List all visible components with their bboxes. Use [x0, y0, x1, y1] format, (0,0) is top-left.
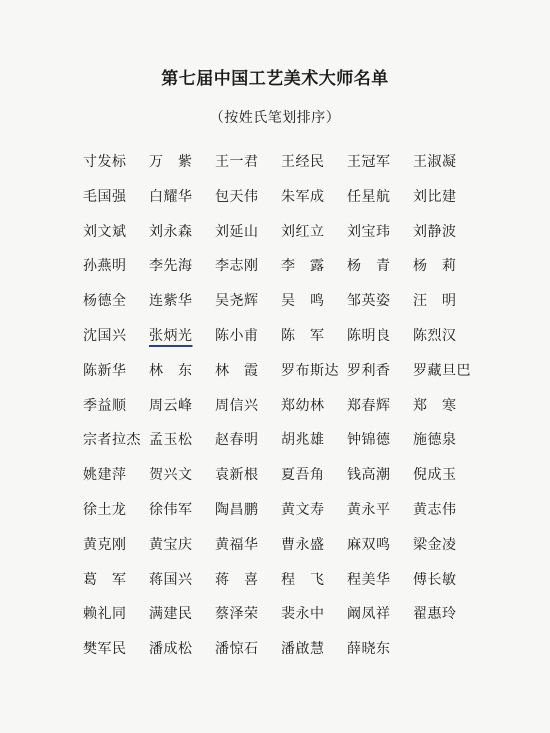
- list-item: 包天伟: [215, 188, 259, 205]
- list-item: 王经民: [281, 154, 325, 170]
- list-item: 钟锦德: [347, 432, 391, 449]
- page-subtitle: （按姓氏笔划排序）: [209, 110, 341, 126]
- list-item: 徐土龙: [83, 501, 127, 518]
- list-item: 蔡泽荣: [215, 606, 259, 623]
- list-item: 刘红立: [281, 223, 325, 240]
- list-item: 裴永中: [281, 606, 325, 623]
- list-item: 陈小甫: [215, 327, 259, 344]
- list-item: 吴尧辉: [215, 293, 259, 310]
- list-item: 黄福华: [215, 536, 259, 553]
- list-item: 刘永森: [149, 223, 193, 240]
- list-item: 满建民: [149, 606, 193, 623]
- list-item: 刘文斌: [83, 223, 127, 240]
- list-item: 宗者拉杰: [83, 432, 141, 449]
- list-item: 蒋 喜: [215, 571, 259, 588]
- list-item: 罗布斯达: [281, 362, 339, 379]
- list-item: 刘比建: [413, 188, 457, 205]
- list-item: 梁金凌: [413, 536, 457, 553]
- list-item: 徐伟军: [149, 501, 193, 518]
- list-item: 连紫华: [149, 293, 193, 310]
- list-item: 傅长敏: [413, 571, 457, 588]
- list-item: 薛晓东: [347, 641, 391, 658]
- list-item: 袁新根: [215, 467, 259, 484]
- list-item: 胡兆雄: [281, 432, 325, 449]
- list-item: 阚凤祥: [347, 606, 391, 623]
- list-item: 曹永盛: [281, 536, 325, 553]
- list-item: 姚建萍: [83, 467, 127, 484]
- list-item: 陈 军: [281, 327, 325, 344]
- list-item: 潘惊石: [215, 641, 259, 658]
- name-list: [83, 150, 479, 672]
- list-item: 夏吾角: [281, 467, 325, 484]
- list-item: 罗利香: [347, 362, 391, 379]
- list-item: 贺兴文: [149, 467, 193, 484]
- list-item: 林 东: [149, 362, 193, 379]
- list-item: 林 霞: [215, 362, 259, 379]
- list-item: 白耀华: [149, 188, 193, 205]
- list-item: 刘延山: [215, 223, 259, 240]
- list-item: 刘静波: [413, 223, 457, 240]
- list-item: 刘宝玮: [347, 223, 391, 240]
- list-item: 杨 莉: [413, 258, 457, 275]
- list-item: 孙燕明: [83, 258, 127, 275]
- list-item: 吴 鸣: [281, 293, 325, 310]
- list-item: 周信兴: [215, 397, 259, 414]
- list-item: 黄志伟: [413, 501, 457, 518]
- list-item: 郑 寒: [413, 397, 457, 414]
- list-item: 朱军成: [281, 188, 325, 205]
- list-item: 周云峰: [149, 397, 193, 414]
- list-item: 寸发标: [83, 154, 127, 170]
- list-item: 李 露: [281, 258, 325, 275]
- list-item: 陈烈汉: [413, 327, 457, 344]
- list-item: 黄克刚: [83, 536, 127, 553]
- list-item: 李先海: [149, 258, 193, 275]
- list-item: 翟惠玲: [413, 606, 457, 623]
- list-item: 万 紫: [149, 154, 193, 170]
- list-item: 任星航: [347, 188, 391, 205]
- page-title: 第七届中国工艺美术大师名单: [161, 69, 389, 89]
- list-item: 罗藏旦巴: [413, 362, 471, 379]
- list-item: 汪 明: [413, 293, 457, 310]
- list-item: 樊军民: [83, 641, 127, 658]
- list-item: 倪成玉: [413, 467, 457, 484]
- list-item: 麻双鸣: [347, 536, 391, 553]
- list-item: 郑春辉: [347, 397, 391, 414]
- list-item: 季益顺: [83, 397, 127, 414]
- list-item: 陶昌鹏: [215, 501, 259, 518]
- list-item: 程 飞: [281, 571, 325, 588]
- list-item: 陈明良: [347, 327, 391, 344]
- list-item: 黄永平: [347, 501, 391, 518]
- list-item: 邹英姿: [347, 293, 391, 310]
- list-item: 王一君: [215, 154, 259, 170]
- list-item: 王淑凝: [413, 154, 457, 170]
- list-item: 赵春明: [215, 432, 259, 449]
- list-item: 毛国强: [83, 188, 127, 205]
- list-item: 李志刚: [215, 258, 259, 275]
- list-item: 葛 军: [83, 571, 127, 588]
- list-item: 黄文寿: [281, 501, 325, 518]
- list-item: 赖礼同: [83, 606, 127, 623]
- list-item: 蒋国兴: [149, 571, 193, 588]
- list-item: 潘成松: [149, 641, 193, 658]
- list-item: 陈新华: [83, 362, 127, 379]
- list-item: 王冠军: [347, 154, 391, 170]
- list-item: 程美华: [347, 571, 391, 588]
- list-item: 杨德全: [83, 293, 127, 310]
- list-item: 黄宝庆: [149, 536, 193, 553]
- list-item: 孟玉松: [149, 432, 193, 449]
- list-item: 杨 青: [347, 258, 391, 275]
- list-item: 沈国兴: [83, 327, 127, 344]
- list-item: 潘啟慧: [281, 641, 325, 658]
- list-item: 施德泉: [413, 432, 457, 449]
- list-item: 钱高潮: [347, 467, 391, 484]
- list-item: 张炳光: [149, 327, 193, 344]
- list-item: 郑幼林: [281, 397, 325, 414]
